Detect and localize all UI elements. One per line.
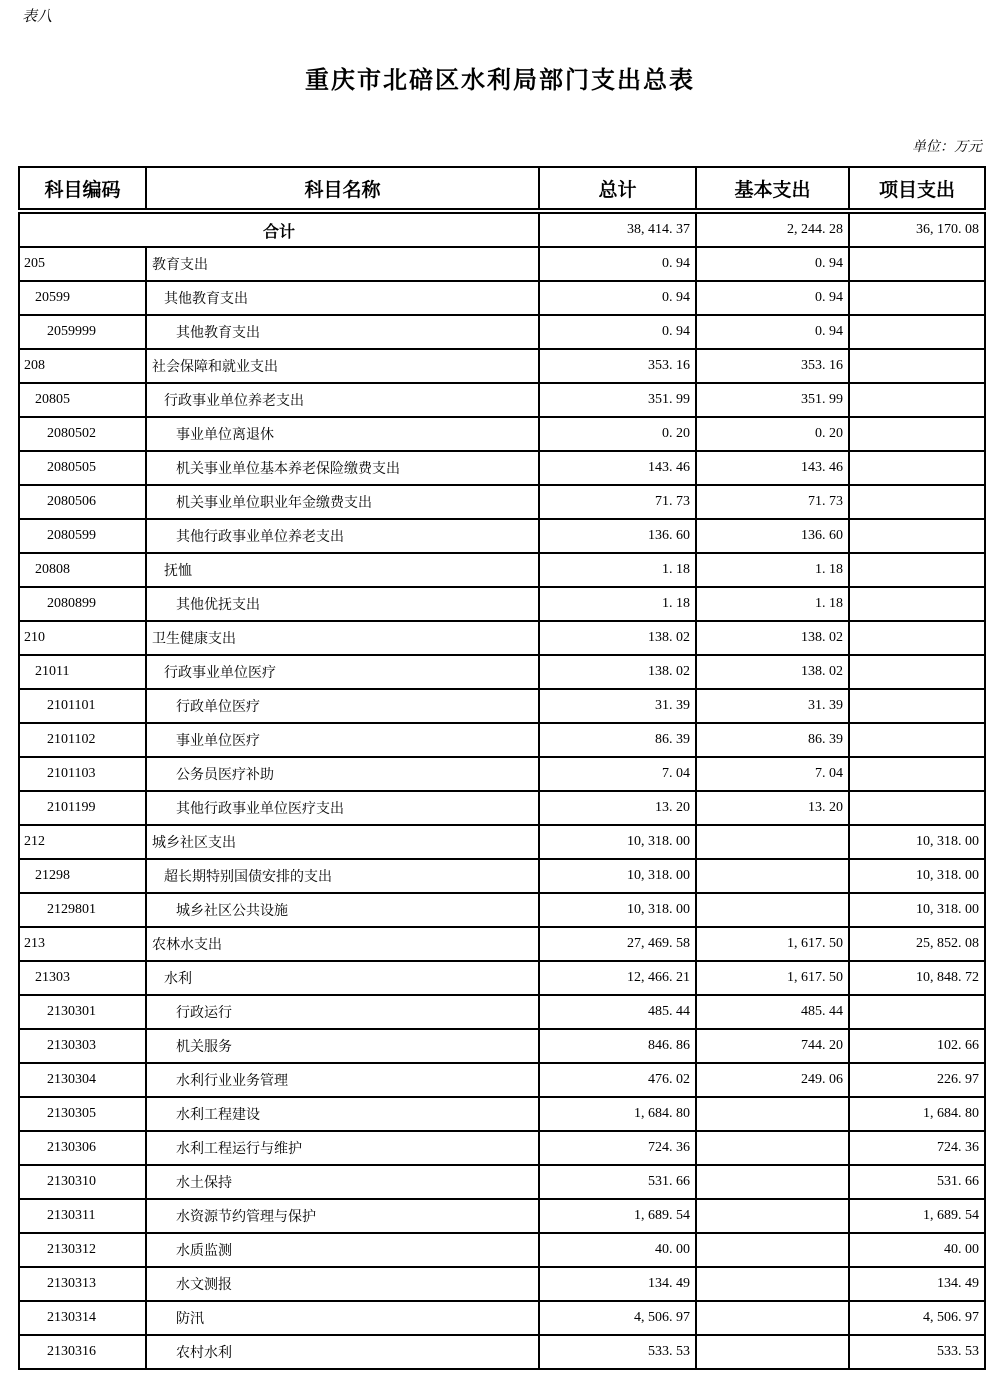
table-row (19, 281, 985, 315)
total-value-cell: 1. 18 (539, 587, 696, 621)
total-value-cell: 138. 02 (539, 655, 696, 689)
subject-code-cell: 2101103 (19, 757, 146, 791)
total-row-total-value: 38, 414. 37 (539, 211, 696, 247)
subject-code-cell: 2101101 (19, 689, 146, 723)
basic-expenditure-cell: 1, 617. 50 (696, 927, 849, 961)
project-expenditure-cell: 226. 97 (849, 1063, 985, 1097)
table-row (19, 1131, 985, 1165)
table-row (19, 349, 985, 383)
project-expenditure-cell (849, 485, 985, 519)
basic-expenditure-cell: 351. 99 (696, 383, 849, 417)
project-expenditure-cell: 1, 689. 54 (849, 1199, 985, 1233)
total-value-cell: 351. 99 (539, 383, 696, 417)
project-expenditure-cell (849, 383, 985, 417)
table-row (19, 315, 985, 349)
subject-name-cell: 其他行政事业单位养老支出 (146, 519, 539, 553)
table-row (19, 519, 985, 553)
basic-expenditure-cell: 143. 46 (696, 451, 849, 485)
table-row (19, 927, 985, 961)
subject-name-cell: 城乡社区公共设施 (146, 893, 539, 927)
project-expenditure-cell: 102. 66 (849, 1029, 985, 1063)
table-row (19, 247, 985, 281)
subject-name-cell: 农村水利 (146, 1335, 539, 1369)
table-row (19, 1199, 985, 1233)
project-expenditure-cell: 10, 318. 00 (849, 893, 985, 927)
total-value-cell: 134. 49 (539, 1267, 696, 1301)
total-value-cell: 353. 16 (539, 349, 696, 383)
col-header-subject-name: 科目名称 (146, 167, 539, 211)
basic-expenditure-cell: 744. 20 (696, 1029, 849, 1063)
subject-code-cell: 21298 (19, 859, 146, 893)
subject-code-cell: 2080506 (19, 485, 146, 519)
project-expenditure-cell (849, 281, 985, 315)
basic-expenditure-cell: 0. 94 (696, 315, 849, 349)
total-value-cell: 0. 94 (539, 247, 696, 281)
subject-code-cell: 2129801 (19, 893, 146, 927)
subject-name-cell: 其他教育支出 (146, 281, 539, 315)
project-expenditure-cell (849, 655, 985, 689)
table-row (19, 1233, 985, 1267)
total-value-cell: 0. 94 (539, 315, 696, 349)
subject-name-cell: 社会保障和就业支出 (146, 349, 539, 383)
total-value-cell: 4, 506. 97 (539, 1301, 696, 1335)
subject-name-cell: 抚恤 (146, 553, 539, 587)
project-expenditure-cell: 531. 66 (849, 1165, 985, 1199)
subject-name-cell: 水质监测 (146, 1233, 539, 1267)
subject-code-cell: 2130311 (19, 1199, 146, 1233)
table-row (19, 621, 985, 655)
subject-code-cell: 2130316 (19, 1335, 146, 1369)
project-expenditure-cell (849, 519, 985, 553)
page-title: 重庆市北碚区水利局部门支出总表 (305, 67, 695, 94)
subject-name-cell: 卫生健康支出 (146, 621, 539, 655)
table-row (19, 825, 985, 859)
subject-code-cell: 210 (19, 621, 146, 655)
table-row (19, 723, 985, 757)
subject-code-cell: 205 (19, 247, 146, 281)
total-value-cell: 0. 94 (539, 281, 696, 315)
project-expenditure-cell (849, 315, 985, 349)
subject-name-cell: 水利工程运行与维护 (146, 1131, 539, 1165)
project-expenditure-cell (849, 723, 985, 757)
basic-expenditure-cell: 31. 39 (696, 689, 849, 723)
subject-name-cell: 机关事业单位职业年金缴费支出 (146, 485, 539, 519)
table-body (19, 211, 985, 1369)
subject-name-cell: 其他教育支出 (146, 315, 539, 349)
subject-code-cell: 2130306 (19, 1131, 146, 1165)
basic-expenditure-cell: 13. 20 (696, 791, 849, 825)
header-row (19, 167, 985, 211)
table-row (19, 1301, 985, 1335)
table-row (19, 655, 985, 689)
subject-code-cell: 21303 (19, 961, 146, 995)
basic-expenditure-cell: 7. 04 (696, 757, 849, 791)
total-row-project-value: 36, 170. 08 (849, 211, 985, 247)
col-header-subject-code: 科目编码 (19, 167, 146, 211)
col-header-basic-expenditure: 基本支出 (696, 167, 849, 211)
basic-expenditure-cell (696, 1301, 849, 1335)
total-value-cell: 846. 86 (539, 1029, 696, 1063)
project-expenditure-cell (849, 417, 985, 451)
project-expenditure-cell (849, 689, 985, 723)
subject-name-cell: 水资源节约管理与保护 (146, 1199, 539, 1233)
total-value-cell: 7. 04 (539, 757, 696, 791)
total-row-basic-value: 2, 244. 28 (696, 211, 849, 247)
basic-expenditure-cell: 0. 94 (696, 281, 849, 315)
total-value-cell: 13. 20 (539, 791, 696, 825)
basic-expenditure-cell: 86. 39 (696, 723, 849, 757)
col-header-total: 总计 (539, 167, 696, 211)
basic-expenditure-cell (696, 1199, 849, 1233)
subject-name-cell: 公务员医疗补助 (146, 757, 539, 791)
basic-expenditure-cell: 1. 18 (696, 587, 849, 621)
subject-name-cell: 行政运行 (146, 995, 539, 1029)
subject-code-cell: 2080899 (19, 587, 146, 621)
subject-name-cell: 其他优抚支出 (146, 587, 539, 621)
subject-code-cell: 2080502 (19, 417, 146, 451)
table-row (19, 1029, 985, 1063)
project-expenditure-cell (849, 587, 985, 621)
total-value-cell: 531. 66 (539, 1165, 696, 1199)
basic-expenditure-cell: 249. 06 (696, 1063, 849, 1097)
subject-name-cell: 水利行业业务管理 (146, 1063, 539, 1097)
total-value-cell: 485. 44 (539, 995, 696, 1029)
subject-name-cell: 超长期特别国债安排的支出 (146, 859, 539, 893)
subject-code-cell: 2130305 (19, 1097, 146, 1131)
project-expenditure-cell: 134. 49 (849, 1267, 985, 1301)
total-row-label: 合计 (19, 211, 539, 247)
table-row (19, 961, 985, 995)
basic-expenditure-cell (696, 859, 849, 893)
total-value-cell: 10, 318. 00 (539, 893, 696, 927)
subject-name-cell: 事业单位医疗 (146, 723, 539, 757)
project-expenditure-cell: 1, 684. 80 (849, 1097, 985, 1131)
subject-code-cell: 2059999 (19, 315, 146, 349)
subject-code-cell: 20599 (19, 281, 146, 315)
table-row (19, 689, 985, 723)
unit-label: 单位：万元 (912, 140, 982, 155)
project-expenditure-cell (849, 349, 985, 383)
basic-expenditure-cell (696, 893, 849, 927)
subject-code-cell: 2130310 (19, 1165, 146, 1199)
subject-name-cell: 水利 (146, 961, 539, 995)
basic-expenditure-cell: 485. 44 (696, 995, 849, 1029)
table-row (19, 1335, 985, 1369)
total-value-cell: 0. 20 (539, 417, 696, 451)
subject-name-cell: 水土保持 (146, 1165, 539, 1199)
table-row (19, 1165, 985, 1199)
total-value-cell: 10, 318. 00 (539, 825, 696, 859)
subject-code-cell: 2130304 (19, 1063, 146, 1097)
basic-expenditure-cell: 0. 20 (696, 417, 849, 451)
basic-expenditure-cell (696, 1097, 849, 1131)
table-row (19, 859, 985, 893)
basic-expenditure-cell (696, 1233, 849, 1267)
project-expenditure-cell (849, 757, 985, 791)
subject-code-cell: 2130312 (19, 1233, 146, 1267)
subject-name-cell: 行政事业单位医疗 (146, 655, 539, 689)
subject-name-cell: 机关服务 (146, 1029, 539, 1063)
subject-code-cell: 2080599 (19, 519, 146, 553)
table-row (19, 791, 985, 825)
basic-expenditure-cell: 0. 94 (696, 247, 849, 281)
total-value-cell: 12, 466. 21 (539, 961, 696, 995)
subject-name-cell: 机关事业单位基本养老保险缴费支出 (146, 451, 539, 485)
basic-expenditure-cell (696, 1267, 849, 1301)
subject-code-cell: 21011 (19, 655, 146, 689)
subject-name-cell: 城乡社区支出 (146, 825, 539, 859)
basic-expenditure-cell: 138. 02 (696, 621, 849, 655)
project-expenditure-cell: 25, 852. 08 (849, 927, 985, 961)
total-row (19, 211, 985, 247)
subject-name-cell: 行政单位医疗 (146, 689, 539, 723)
project-expenditure-cell: 10, 848. 72 (849, 961, 985, 995)
subject-code-cell: 2130303 (19, 1029, 146, 1063)
subject-code-cell: 2101102 (19, 723, 146, 757)
total-value-cell: 724. 36 (539, 1131, 696, 1165)
basic-expenditure-cell: 1. 18 (696, 553, 849, 587)
subject-code-cell: 2080505 (19, 451, 146, 485)
total-value-cell: 40. 00 (539, 1233, 696, 1267)
basic-expenditure-cell (696, 1131, 849, 1165)
basic-expenditure-cell: 353. 16 (696, 349, 849, 383)
total-value-cell: 533. 53 (539, 1335, 696, 1369)
project-expenditure-cell (849, 451, 985, 485)
total-value-cell: 138. 02 (539, 621, 696, 655)
project-expenditure-cell: 10, 318. 00 (849, 859, 985, 893)
table-row (19, 553, 985, 587)
subject-name-cell: 其他行政事业单位医疗支出 (146, 791, 539, 825)
project-expenditure-cell: 533. 53 (849, 1335, 985, 1369)
total-value-cell: 27, 469. 58 (539, 927, 696, 961)
total-value-cell: 476. 02 (539, 1063, 696, 1097)
project-expenditure-cell: 10, 318. 00 (849, 825, 985, 859)
table-row (19, 757, 985, 791)
sheet-label: 表八 (22, 9, 53, 25)
table-row (19, 893, 985, 927)
basic-expenditure-cell: 1, 617. 50 (696, 961, 849, 995)
project-expenditure-cell (849, 791, 985, 825)
total-value-cell: 1, 684. 80 (539, 1097, 696, 1131)
basic-expenditure-cell: 136. 60 (696, 519, 849, 553)
subject-name-cell: 农林水支出 (146, 927, 539, 961)
subject-name-cell: 水文测报 (146, 1267, 539, 1301)
total-value-cell: 71. 73 (539, 485, 696, 519)
basic-expenditure-cell: 138. 02 (696, 655, 849, 689)
subject-name-cell: 水利工程建设 (146, 1097, 539, 1131)
table-row (19, 995, 985, 1029)
project-expenditure-cell (849, 995, 985, 1029)
subject-name-cell: 防汛 (146, 1301, 539, 1335)
basic-expenditure-cell (696, 1335, 849, 1369)
table-row (19, 1267, 985, 1301)
subject-name-cell: 事业单位离退休 (146, 417, 539, 451)
table-row (19, 587, 985, 621)
total-value-cell: 31. 39 (539, 689, 696, 723)
table-row (19, 451, 985, 485)
subject-code-cell: 213 (19, 927, 146, 961)
project-expenditure-cell: 4, 506. 97 (849, 1301, 985, 1335)
table-header (19, 167, 985, 211)
table-row (19, 417, 985, 451)
table-row (19, 383, 985, 417)
basic-expenditure-cell (696, 1165, 849, 1199)
table-row (19, 1097, 985, 1131)
total-value-cell: 136. 60 (539, 519, 696, 553)
project-expenditure-cell: 724. 36 (849, 1131, 985, 1165)
table-row (19, 485, 985, 519)
total-value-cell: 86. 39 (539, 723, 696, 757)
col-header-project-expenditure: 项目支出 (849, 167, 985, 211)
total-value-cell: 10, 318. 00 (539, 859, 696, 893)
total-value-cell: 1. 18 (539, 553, 696, 587)
subject-code-cell: 2101199 (19, 791, 146, 825)
subject-code-cell: 212 (19, 825, 146, 859)
subject-code-cell: 2130314 (19, 1301, 146, 1335)
basic-expenditure-cell: 71. 73 (696, 485, 849, 519)
subject-code-cell: 208 (19, 349, 146, 383)
subject-code-cell: 20805 (19, 383, 146, 417)
project-expenditure-cell: 40. 00 (849, 1233, 985, 1267)
project-expenditure-cell (849, 621, 985, 655)
table-row (19, 1063, 985, 1097)
project-expenditure-cell (849, 553, 985, 587)
total-value-cell: 1, 689. 54 (539, 1199, 696, 1233)
subject-name-cell: 教育支出 (146, 247, 539, 281)
subject-name-cell: 行政事业单位养老支出 (146, 383, 539, 417)
subject-code-cell: 20808 (19, 553, 146, 587)
project-expenditure-cell (849, 247, 985, 281)
basic-expenditure-cell (696, 825, 849, 859)
total-value-cell: 143. 46 (539, 451, 696, 485)
subject-code-cell: 2130301 (19, 995, 146, 1029)
expenditure-table (18, 166, 986, 1370)
subject-code-cell: 2130313 (19, 1267, 146, 1301)
